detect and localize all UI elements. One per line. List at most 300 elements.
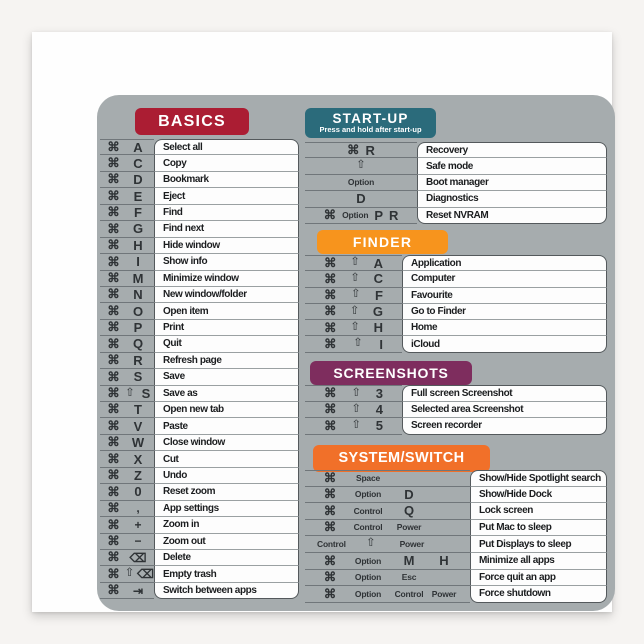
command-icon: ⌘ bbox=[107, 270, 120, 285]
key-combo bbox=[305, 520, 470, 537]
tab-icon: ⇥ bbox=[132, 583, 144, 598]
key-cap: 0 bbox=[134, 484, 142, 500]
shortcut-row bbox=[305, 271, 607, 287]
key-cap: X bbox=[133, 451, 143, 467]
shortcut-description-cell bbox=[154, 271, 299, 287]
command-icon: ⌘ bbox=[323, 487, 337, 502]
shortcut-row bbox=[305, 487, 607, 504]
command-icon: ⌘ bbox=[324, 271, 337, 286]
key-combo bbox=[100, 320, 154, 336]
shortcut-description-cell bbox=[154, 139, 299, 155]
shortcut-label: Diagnostics bbox=[426, 193, 479, 205]
command-icon: ⌘ bbox=[107, 221, 120, 236]
key-cap: A bbox=[373, 255, 383, 271]
shift-icon: ⇧ bbox=[351, 419, 361, 432]
shortcut-label: Reset zoom bbox=[163, 486, 216, 498]
key-combo bbox=[305, 304, 402, 320]
key-cap: D bbox=[356, 191, 366, 207]
shift-icon: ⇧ bbox=[350, 288, 361, 301]
shortcut-row bbox=[100, 221, 299, 237]
command-icon: ⌘ bbox=[107, 566, 120, 581]
shortcut-label: Delete bbox=[163, 552, 191, 564]
shift-icon: ⇧ bbox=[356, 159, 366, 172]
shortcut-row bbox=[100, 566, 299, 582]
shortcut-description-cell bbox=[470, 570, 607, 587]
shortcut-description-cell bbox=[470, 470, 607, 487]
shortcut-label: Bookmark bbox=[163, 174, 209, 186]
shortcut-label: Refresh page bbox=[163, 354, 222, 366]
shortcut-label: Hide window bbox=[163, 239, 220, 251]
shortcut-card bbox=[97, 95, 615, 611]
key-combo bbox=[100, 303, 154, 319]
key-combo bbox=[305, 175, 417, 191]
command-icon: ⌘ bbox=[107, 353, 120, 368]
key-cap: Q bbox=[132, 336, 144, 352]
shortcut-row bbox=[100, 517, 299, 533]
key-combo bbox=[305, 191, 417, 207]
shortcut-description-cell bbox=[154, 336, 299, 352]
shortcut-description-cell bbox=[417, 175, 607, 191]
key-cap: S bbox=[133, 369, 143, 385]
shortcut-row bbox=[305, 320, 607, 336]
shortcut-label: Show/Hide Dock bbox=[479, 488, 552, 500]
shortcut-row bbox=[100, 501, 299, 517]
shortcut-description-cell bbox=[470, 503, 607, 520]
shortcut-row bbox=[305, 570, 607, 587]
shortcut-row bbox=[100, 451, 299, 467]
command-icon: ⌘ bbox=[107, 188, 120, 203]
shift-icon: ⇧ bbox=[351, 402, 361, 415]
key-cap: G bbox=[372, 304, 383, 320]
shortcut-description-cell bbox=[154, 451, 299, 467]
command-icon: ⌘ bbox=[107, 287, 120, 302]
shortcut-description-cell bbox=[154, 566, 299, 582]
command-icon: ⌘ bbox=[324, 255, 337, 270]
key-cap: I bbox=[136, 254, 140, 270]
shortcut-label: Favourite bbox=[411, 289, 453, 301]
key-word: Control bbox=[317, 538, 346, 549]
shortcut-label: Force shutdown bbox=[479, 588, 551, 600]
key-combo bbox=[100, 550, 154, 566]
shortcut-row bbox=[100, 320, 299, 336]
shortcut-description-cell bbox=[154, 550, 299, 566]
section-title: SCREENSHOTS bbox=[333, 365, 449, 381]
shortcut-row bbox=[100, 484, 299, 500]
key-cap: I bbox=[379, 336, 383, 352]
shortcut-description-cell bbox=[154, 534, 299, 550]
shift-icon: ⇧ bbox=[351, 386, 361, 399]
key-cap: P bbox=[133, 320, 143, 336]
shortcut-row bbox=[100, 155, 299, 171]
command-icon: ⌘ bbox=[107, 451, 120, 466]
shortcut-description-cell bbox=[154, 287, 299, 303]
shortcut-label: Zoom in bbox=[163, 519, 200, 531]
key-combo bbox=[100, 369, 154, 385]
key-combo bbox=[100, 468, 154, 484]
section-title: START-UP bbox=[332, 110, 409, 126]
command-icon: ⌘ bbox=[107, 139, 120, 154]
key-combo bbox=[100, 238, 154, 254]
shortcut-row bbox=[100, 369, 299, 385]
shortcut-row bbox=[100, 468, 299, 484]
key-combo bbox=[100, 484, 154, 500]
key-combo bbox=[100, 271, 154, 287]
command-icon: ⌘ bbox=[107, 468, 120, 483]
key-cap: 3 bbox=[375, 385, 383, 401]
shortcut-label: Paste bbox=[163, 420, 188, 432]
command-icon: ⌘ bbox=[107, 501, 120, 516]
key-combo bbox=[305, 336, 402, 352]
key-cap: + bbox=[134, 517, 142, 532]
command-icon: ⌘ bbox=[107, 533, 120, 548]
shortcut-row bbox=[305, 158, 607, 174]
shortcut-label: Empty trash bbox=[163, 568, 217, 580]
shortcut-row bbox=[305, 586, 607, 603]
shortcut-description-cell bbox=[402, 385, 607, 402]
key-combo bbox=[305, 385, 402, 402]
shortcut-label: Home bbox=[411, 322, 438, 334]
shortcut-description-cell bbox=[402, 271, 607, 287]
shortcut-table-basics bbox=[100, 139, 299, 599]
shortcut-description-cell bbox=[402, 304, 607, 320]
command-icon: ⌘ bbox=[107, 320, 120, 335]
key-word: Power bbox=[396, 522, 422, 533]
shortcut-description-cell bbox=[417, 191, 607, 207]
shortcut-description-cell bbox=[417, 158, 607, 174]
key-cap: 5 bbox=[375, 418, 383, 434]
shortcut-label: Select all bbox=[163, 141, 203, 153]
shortcut-description-cell bbox=[154, 369, 299, 385]
shortcut-row bbox=[100, 303, 299, 319]
command-icon: ⌘ bbox=[323, 570, 337, 585]
shortcut-description-cell bbox=[154, 221, 299, 237]
section-title: SYSTEM/SWITCH bbox=[338, 450, 465, 467]
key-cap: F bbox=[375, 287, 383, 303]
key-combo bbox=[100, 435, 154, 451]
key-cap: D bbox=[133, 172, 143, 188]
shortcut-row bbox=[100, 188, 299, 204]
shortcut-row bbox=[305, 418, 607, 435]
command-icon: ⌘ bbox=[107, 550, 120, 565]
shortcut-label: Find bbox=[163, 206, 183, 218]
key-cap: G bbox=[132, 221, 144, 237]
command-icon: ⌘ bbox=[324, 402, 337, 417]
key-word: Option bbox=[354, 572, 382, 583]
key-combo bbox=[100, 139, 154, 155]
section-title: BASICS bbox=[158, 112, 226, 130]
command-icon: ⌘ bbox=[107, 303, 120, 318]
key-combo bbox=[100, 221, 154, 237]
section-subtitle: Press and hold after start-up bbox=[319, 125, 422, 135]
shortcut-label: Minimize window bbox=[163, 272, 239, 284]
command-icon: ⌘ bbox=[107, 386, 120, 401]
command-icon: ⌘ bbox=[324, 418, 337, 433]
key-combo bbox=[305, 553, 470, 570]
key-combo bbox=[305, 402, 402, 419]
shortcut-description-cell bbox=[154, 583, 299, 599]
shortcut-row bbox=[305, 385, 607, 402]
command-icon: ⌘ bbox=[107, 369, 120, 384]
key-combo bbox=[305, 208, 417, 224]
shortcut-description-cell bbox=[154, 468, 299, 484]
key-cap: A bbox=[133, 139, 143, 155]
shortcut-description-cell bbox=[154, 402, 299, 418]
command-icon: ⌘ bbox=[323, 553, 337, 568]
shortcut-label: Minimize all apps bbox=[479, 555, 555, 567]
shortcut-row bbox=[305, 304, 607, 320]
shortcut-description-cell bbox=[154, 517, 299, 533]
shortcut-description-cell bbox=[402, 288, 607, 304]
key-word: Control bbox=[353, 522, 383, 533]
shortcut-description-cell bbox=[154, 386, 299, 402]
key-cap: W bbox=[131, 435, 145, 451]
shortcut-description-cell bbox=[154, 418, 299, 434]
shortcut-description-cell bbox=[154, 435, 299, 451]
shortcut-row bbox=[305, 503, 607, 520]
key-cap: D bbox=[404, 486, 414, 502]
key-word: Option bbox=[354, 555, 382, 566]
shortcut-label: Selected area Screenshot bbox=[411, 403, 524, 415]
command-icon: ⌘ bbox=[107, 583, 120, 598]
shortcut-label: Safe mode bbox=[426, 160, 473, 172]
key-combo bbox=[305, 158, 417, 174]
shortcut-description-cell bbox=[154, 172, 299, 188]
key-combo bbox=[100, 501, 154, 517]
key-combo bbox=[100, 254, 154, 270]
key-word: Option bbox=[342, 210, 369, 220]
key-cap: C bbox=[133, 155, 143, 171]
shortcut-description-cell bbox=[470, 487, 607, 504]
command-icon: ⌘ bbox=[324, 386, 337, 401]
key-word: Esc bbox=[401, 572, 417, 583]
key-cap: H bbox=[373, 320, 383, 336]
shift-icon: ⇧ bbox=[350, 321, 360, 334]
shortcut-label: Force quit an app bbox=[479, 571, 556, 583]
key-cap: P bbox=[374, 207, 383, 223]
key-combo bbox=[100, 287, 154, 303]
shortcut-label: Full screen Screenshot bbox=[411, 387, 513, 399]
section-header-finder bbox=[317, 230, 448, 254]
key-cap: M bbox=[403, 553, 415, 569]
shortcut-description-cell bbox=[470, 586, 607, 603]
key-word: Space bbox=[355, 473, 381, 484]
command-icon: ⌘ bbox=[107, 484, 120, 499]
shortcut-label: Put Displays to sleep bbox=[479, 538, 572, 550]
key-combo bbox=[100, 155, 154, 171]
key-word: Option bbox=[354, 588, 382, 599]
key-combo bbox=[305, 570, 470, 587]
shortcut-row bbox=[100, 402, 299, 418]
command-icon: ⌘ bbox=[107, 155, 120, 170]
shortcut-row bbox=[305, 520, 607, 537]
shortcut-label: Print bbox=[163, 322, 184, 334]
shortcut-label: Cut bbox=[163, 453, 179, 465]
key-combo bbox=[305, 271, 402, 287]
shortcut-label: Open new tab bbox=[163, 404, 224, 416]
key-cap: H bbox=[133, 237, 143, 253]
shortcut-row bbox=[100, 435, 299, 451]
shortcut-description-cell bbox=[417, 208, 607, 224]
command-icon: ⌘ bbox=[324, 304, 337, 319]
command-icon: ⌘ bbox=[107, 254, 120, 269]
command-icon: ⌘ bbox=[323, 503, 337, 518]
shortcut-label: Open item bbox=[163, 305, 209, 317]
shortcut-row bbox=[100, 353, 299, 369]
shortcut-label: Show/Hide Spotlight search bbox=[479, 472, 601, 484]
shortcut-label: Reset NVRAM bbox=[426, 209, 489, 221]
key-combo bbox=[100, 386, 154, 402]
section-title: FINDER bbox=[352, 234, 413, 250]
shortcut-row bbox=[100, 386, 299, 402]
shortcut-description-cell bbox=[470, 536, 607, 553]
key-word: Power bbox=[399, 538, 425, 549]
key-combo bbox=[305, 536, 470, 553]
shortcut-description-cell bbox=[154, 155, 299, 171]
key-cap: R bbox=[388, 207, 399, 223]
command-icon: ⌘ bbox=[107, 238, 120, 253]
key-word: Option bbox=[347, 177, 375, 188]
shortcut-label: Close window bbox=[163, 437, 225, 449]
shortcut-row bbox=[305, 142, 607, 158]
key-cap: H bbox=[439, 553, 449, 569]
shortcut-label: Boot manager bbox=[426, 176, 489, 188]
command-icon: ⌘ bbox=[347, 142, 360, 157]
key-cap: C bbox=[373, 271, 383, 287]
shortcut-row bbox=[305, 553, 607, 570]
key-cap: S bbox=[141, 385, 151, 401]
shortcut-description-cell bbox=[402, 418, 607, 435]
shift-icon: ⇧ bbox=[124, 567, 135, 580]
shortcut-row bbox=[305, 536, 607, 553]
shortcut-label: Application bbox=[411, 257, 462, 269]
shortcut-description-cell bbox=[470, 520, 607, 537]
key-cap: V bbox=[133, 418, 143, 434]
key-word: Control bbox=[394, 588, 424, 599]
key-word: Power bbox=[431, 588, 457, 599]
command-icon: ⌘ bbox=[107, 517, 120, 532]
command-icon: ⌘ bbox=[107, 435, 120, 450]
shortcut-description-cell bbox=[154, 238, 299, 254]
command-icon: ⌘ bbox=[324, 287, 337, 302]
shortcut-table-startup bbox=[305, 142, 607, 224]
shortcut-row bbox=[100, 583, 299, 599]
shortcut-row bbox=[100, 550, 299, 566]
key-combo bbox=[100, 451, 154, 467]
shortcut-description-cell bbox=[154, 254, 299, 270]
key-combo bbox=[100, 418, 154, 434]
key-combo bbox=[100, 517, 154, 533]
shortcut-label: iCloud bbox=[411, 338, 440, 350]
key-cap: − bbox=[134, 534, 142, 549]
section-header-screenshots bbox=[310, 361, 472, 385]
key-cap: O bbox=[132, 303, 144, 319]
key-combo bbox=[100, 336, 154, 352]
key-combo bbox=[100, 534, 154, 550]
delete-icon: ⌫ bbox=[129, 550, 147, 565]
shortcut-label: Eject bbox=[163, 190, 185, 202]
shortcut-description-cell bbox=[154, 484, 299, 500]
shortcut-row bbox=[100, 336, 299, 352]
shift-icon: ⇧ bbox=[350, 256, 360, 269]
shortcut-label: App settings bbox=[163, 502, 219, 514]
key-combo bbox=[305, 487, 470, 504]
shift-icon: ⇧ bbox=[366, 537, 376, 550]
shortcut-description-cell bbox=[417, 142, 607, 158]
shift-icon: ⇧ bbox=[125, 386, 135, 399]
key-word: Control bbox=[353, 505, 383, 516]
key-word: Option bbox=[354, 489, 382, 500]
command-icon: ⌘ bbox=[323, 471, 337, 486]
key-cap: T bbox=[134, 402, 142, 418]
delete-icon: ⌫ bbox=[137, 567, 154, 582]
key-combo bbox=[305, 142, 417, 158]
shortcut-row bbox=[305, 191, 607, 207]
shortcut-label: New window/folder bbox=[163, 289, 247, 301]
shortcut-row bbox=[305, 175, 607, 191]
section-header-basics bbox=[135, 108, 249, 135]
shortcut-row bbox=[305, 402, 607, 419]
key-cap: R bbox=[133, 352, 143, 368]
command-icon: ⌘ bbox=[324, 320, 337, 335]
command-icon: ⌘ bbox=[107, 205, 120, 220]
shortcut-row bbox=[100, 534, 299, 550]
command-icon: ⌘ bbox=[107, 336, 120, 351]
section-header-startup bbox=[305, 108, 436, 138]
shortcut-row bbox=[100, 287, 299, 303]
key-combo bbox=[100, 402, 154, 418]
key-combo bbox=[100, 566, 154, 582]
key-combo bbox=[100, 188, 154, 204]
shortcut-label: Quit bbox=[163, 338, 182, 350]
key-combo bbox=[100, 353, 154, 369]
shortcut-table-screenshots bbox=[305, 385, 607, 435]
key-combo bbox=[305, 288, 402, 304]
shortcut-label: Show info bbox=[163, 256, 208, 268]
shortcut-row bbox=[305, 208, 607, 224]
shortcut-row bbox=[100, 205, 299, 221]
key-combo bbox=[305, 503, 470, 520]
command-icon: ⌘ bbox=[107, 418, 120, 433]
section-header-system-switch bbox=[313, 445, 490, 472]
key-cap: M bbox=[132, 270, 144, 286]
shortcut-description-cell bbox=[154, 205, 299, 221]
shift-icon: ⇧ bbox=[350, 272, 360, 285]
command-icon: ⌘ bbox=[107, 402, 120, 417]
shortcut-row bbox=[305, 470, 607, 487]
command-icon: ⌘ bbox=[324, 336, 337, 351]
shortcut-row bbox=[305, 336, 607, 352]
shortcut-description-cell bbox=[154, 501, 299, 517]
shortcut-description-cell bbox=[154, 353, 299, 369]
shortcut-row bbox=[100, 271, 299, 287]
key-cap: F bbox=[134, 204, 142, 220]
shortcut-description-cell bbox=[470, 553, 607, 570]
shortcut-label: Computer bbox=[411, 273, 456, 285]
shortcut-label: Zoom out bbox=[163, 535, 206, 547]
key-combo bbox=[305, 255, 402, 271]
key-combo bbox=[100, 583, 154, 599]
key-cap: Z bbox=[134, 467, 142, 483]
command-icon: ⌘ bbox=[323, 586, 337, 601]
shortcut-table-system bbox=[305, 470, 607, 603]
key-cap: R bbox=[365, 142, 375, 158]
shortcut-description-cell bbox=[154, 188, 299, 204]
shortcut-label: Recovery bbox=[426, 144, 468, 156]
key-cap: Q bbox=[403, 503, 415, 519]
shortcut-row bbox=[305, 255, 607, 271]
key-cap: 4 bbox=[375, 401, 383, 417]
shortcut-description-cell bbox=[402, 255, 607, 271]
